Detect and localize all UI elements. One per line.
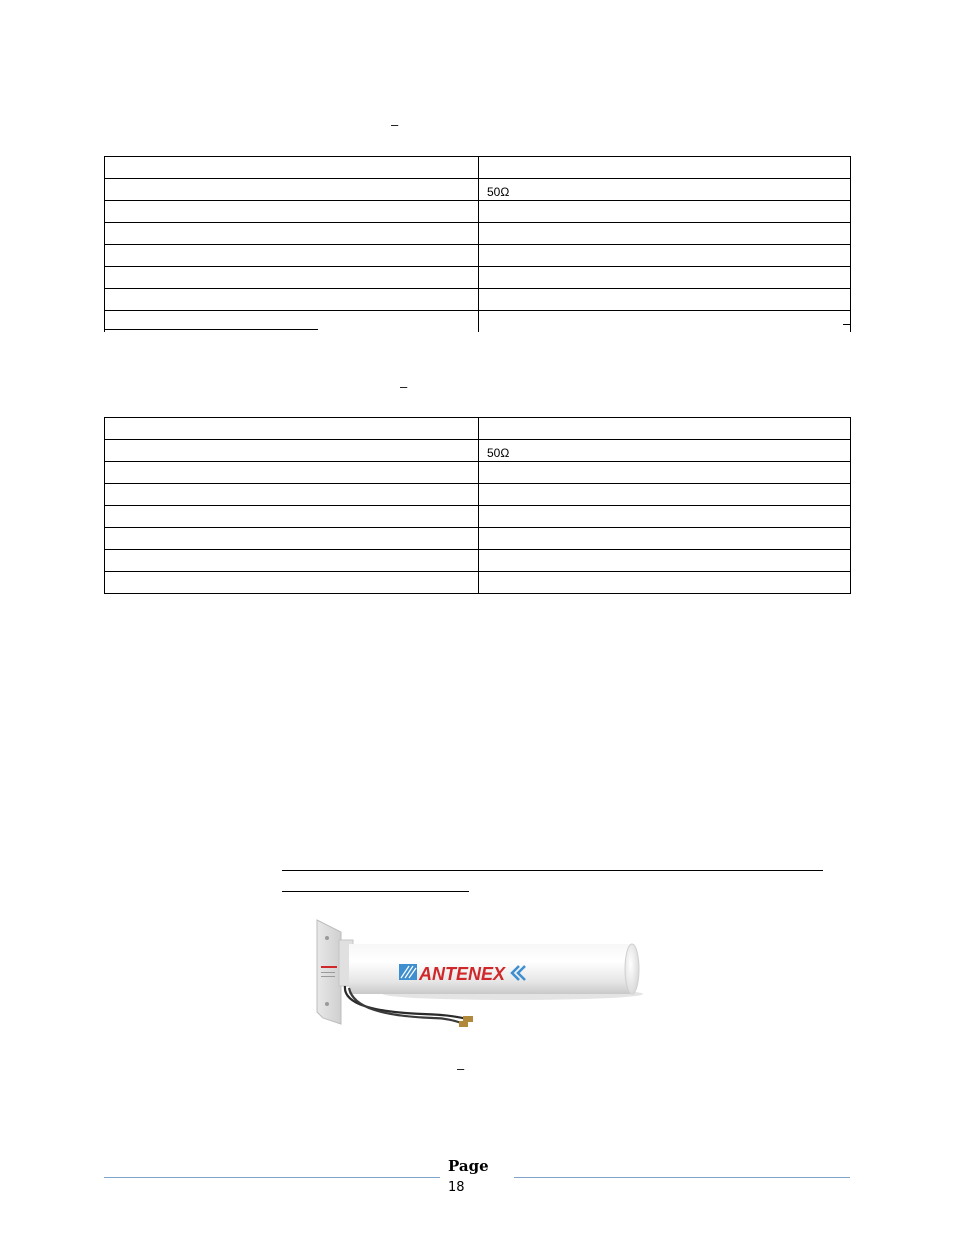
table1-caption-dash: – — [391, 117, 399, 132]
table-row — [105, 157, 851, 179]
table-row — [105, 267, 851, 289]
table-cell-value — [479, 462, 851, 484]
table-cell-value — [479, 506, 851, 528]
table-cell-value — [479, 550, 851, 572]
hyperlink-underline-line-1 — [282, 870, 823, 871]
table-cell-parameter — [105, 223, 479, 245]
table-cell-parameter — [105, 267, 479, 289]
table-row — [105, 440, 851, 462]
antenex-logo-text: ANTENEX — [419, 964, 506, 984]
table-cell-value — [479, 418, 851, 440]
table-row — [105, 223, 851, 245]
table-cell-value: 50Ω — [479, 440, 851, 462]
table-cell-parameter — [105, 157, 479, 179]
table-cell-value — [479, 289, 851, 311]
table-row — [105, 289, 851, 311]
spec-table-2 — [104, 417, 851, 594]
footer-rule-right — [514, 1177, 850, 1178]
table1-partial-border — [104, 329, 318, 330]
table-cell-parameter — [105, 440, 479, 462]
table-cell-parameter — [105, 550, 479, 572]
table-row — [105, 484, 851, 506]
table2-caption-dash: – — [400, 379, 408, 394]
table-cell-value — [479, 311, 851, 333]
table-row — [105, 418, 851, 440]
table-cell-parameter — [105, 462, 479, 484]
table-row — [105, 506, 851, 528]
table-cell-value — [479, 223, 851, 245]
page-label: Page — [448, 1157, 489, 1175]
table-cell-value — [479, 572, 851, 594]
table1-corner-border — [843, 324, 850, 325]
page-number: 18 — [448, 1180, 465, 1195]
table-cell-value — [479, 484, 851, 506]
table-cell-parameter — [105, 572, 479, 594]
table-cell-value — [479, 157, 851, 179]
table-row — [105, 550, 851, 572]
table-row — [105, 245, 851, 267]
table-cell-parameter — [105, 289, 479, 311]
table-cell-parameter — [105, 484, 479, 506]
spec-table-1 — [104, 156, 851, 332]
table-cell-parameter — [105, 201, 479, 223]
table-cell-parameter — [105, 245, 479, 267]
hyperlink-underline-line-2 — [282, 891, 469, 892]
figure-caption-dash: – — [457, 1061, 465, 1076]
table-cell-value — [479, 528, 851, 550]
table-cell-parameter — [105, 506, 479, 528]
footer-rule-left — [104, 1177, 440, 1178]
table-cell-parameter — [105, 528, 479, 550]
table-cell-parameter — [105, 179, 479, 201]
table-cell-value — [479, 245, 851, 267]
table-cell-parameter — [105, 418, 479, 440]
antenna-photo — [313, 912, 648, 1032]
table-cell-value: 50Ω — [479, 179, 851, 201]
table-row — [105, 572, 851, 594]
table-row — [105, 528, 851, 550]
table-cell-value — [479, 201, 851, 223]
table-cell-value — [479, 267, 851, 289]
table-row — [105, 462, 851, 484]
table-row — [105, 201, 851, 223]
table-row — [105, 179, 851, 201]
